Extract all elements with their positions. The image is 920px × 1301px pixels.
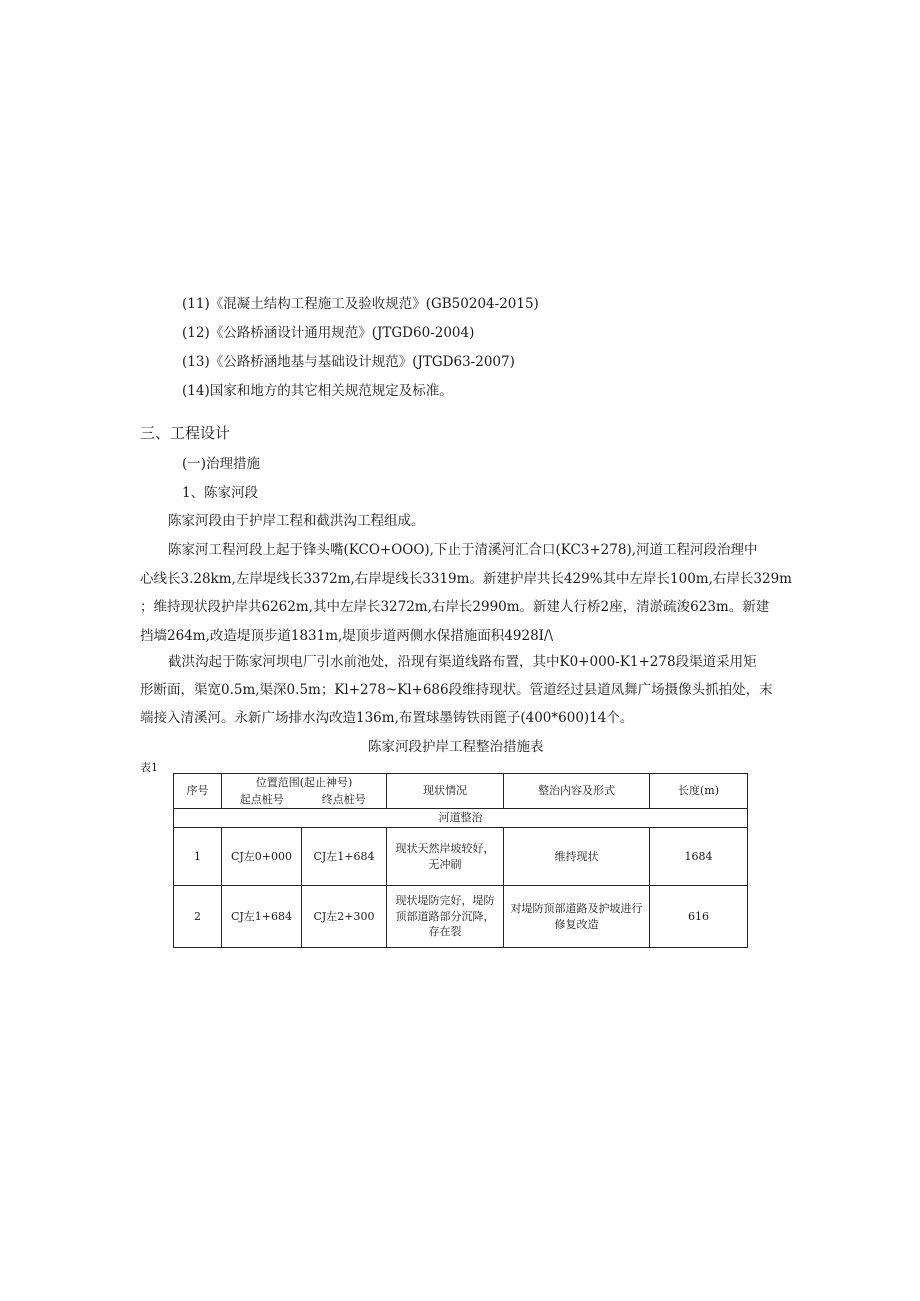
cell-start: CJ左0+000	[222, 828, 302, 886]
paragraph-ditch-line: 形断面，渠宽0.5m,渠深0.5m；Kl+278~Kl+686段维持现状。管道经过县道凤舞广场摄像头抓拍处，末	[140, 682, 773, 698]
table-row	[174, 828, 748, 886]
reference-11: (11)《混凝土结构工程施工及验收规范》(GB50204-2015)	[182, 296, 539, 312]
reference-14: (14)国家和地方的其它相关规范规定及标准。	[182, 383, 453, 399]
header-index: 序号	[174, 774, 222, 809]
header-status: 现状情况	[387, 774, 504, 809]
paragraph-ditch-line: 端接入清溪河。永新广场排水沟改造136m,布置球墨铸铁雨篦子(400*600)14个。	[140, 710, 634, 726]
cell-status: 现状天然岸坡较好，无冲刷	[387, 828, 504, 886]
paragraph-river-line: 心线长3.28km,左岸堤线长3372m,右岸堤线长3319m。新建护岸共长429%其中左岸长100m,右岸长329m	[140, 571, 792, 587]
measures-table	[173, 773, 748, 948]
header-content: 整治内容及形式	[504, 774, 650, 809]
cell-status: 现状堤防完好，堤防顶部道路部分沉降，存在裂	[387, 886, 504, 948]
header-length: 长度(m)	[650, 774, 748, 809]
paragraph-intro: 陈家河段由于护岸工程和截洪沟工程组成。	[168, 513, 425, 529]
item-heading: 1、陈家河段	[182, 485, 259, 501]
header-end: 终点桩号	[302, 791, 387, 809]
table-caption: 陈家河段护岸工程整治措施表	[368, 739, 544, 755]
cell-content: 对堤防顶部道路及护坡进行修复改造	[504, 886, 650, 948]
cell-content: 维持现状	[504, 828, 650, 886]
paragraph-river-line: 挡墙264m,改造堤顶步道1831m,堤顶步道两侧水保措施面积4928I/\	[140, 628, 554, 644]
cell-index: 2	[174, 886, 222, 948]
table-row	[174, 886, 748, 948]
paragraph-ditch-line: 截洪沟起于陈家河坝电厂引水前池处，沿现有渠道线路布置，其中K0+000-K1+278段渠道采用矩	[168, 654, 757, 670]
cell-start: CJ左1+684	[222, 886, 302, 948]
table-label: 表1	[140, 761, 158, 774]
section-heading: 三、工程设计	[140, 424, 231, 442]
cell-length: 616	[650, 886, 748, 948]
cell-end: CJ左2+300	[302, 886, 387, 948]
header-start: 起点桩号	[222, 791, 302, 809]
cell-length: 1684	[650, 828, 748, 886]
header-range: 位置范围(起止神号)	[222, 774, 387, 792]
reference-12: (12)《公路桥涵设计通用规范》(JTGD60-2004)	[182, 325, 475, 341]
cell-end: CJ左1+684	[302, 828, 387, 886]
cell-index: 1	[174, 828, 222, 886]
subsection-heading: (一)治理措施	[182, 456, 261, 472]
paragraph-river-line: 陈家河工程河段上起于锋头嘴(KCO+OOO),下止于清溪河汇合口(KC3+278),河道工程河段治理中	[168, 542, 758, 558]
paragraph-river-line: ；维持现状段护岸共6262m,其中左岸长3272m,右岸长2990m。新建人行桥2座，清淤疏浚623m。新建	[140, 599, 770, 615]
table-section-row: 河道整治	[174, 809, 748, 828]
reference-13: (13)《公路桥涵地基与基础设计规范》(JTGD63-2007)	[182, 354, 515, 370]
